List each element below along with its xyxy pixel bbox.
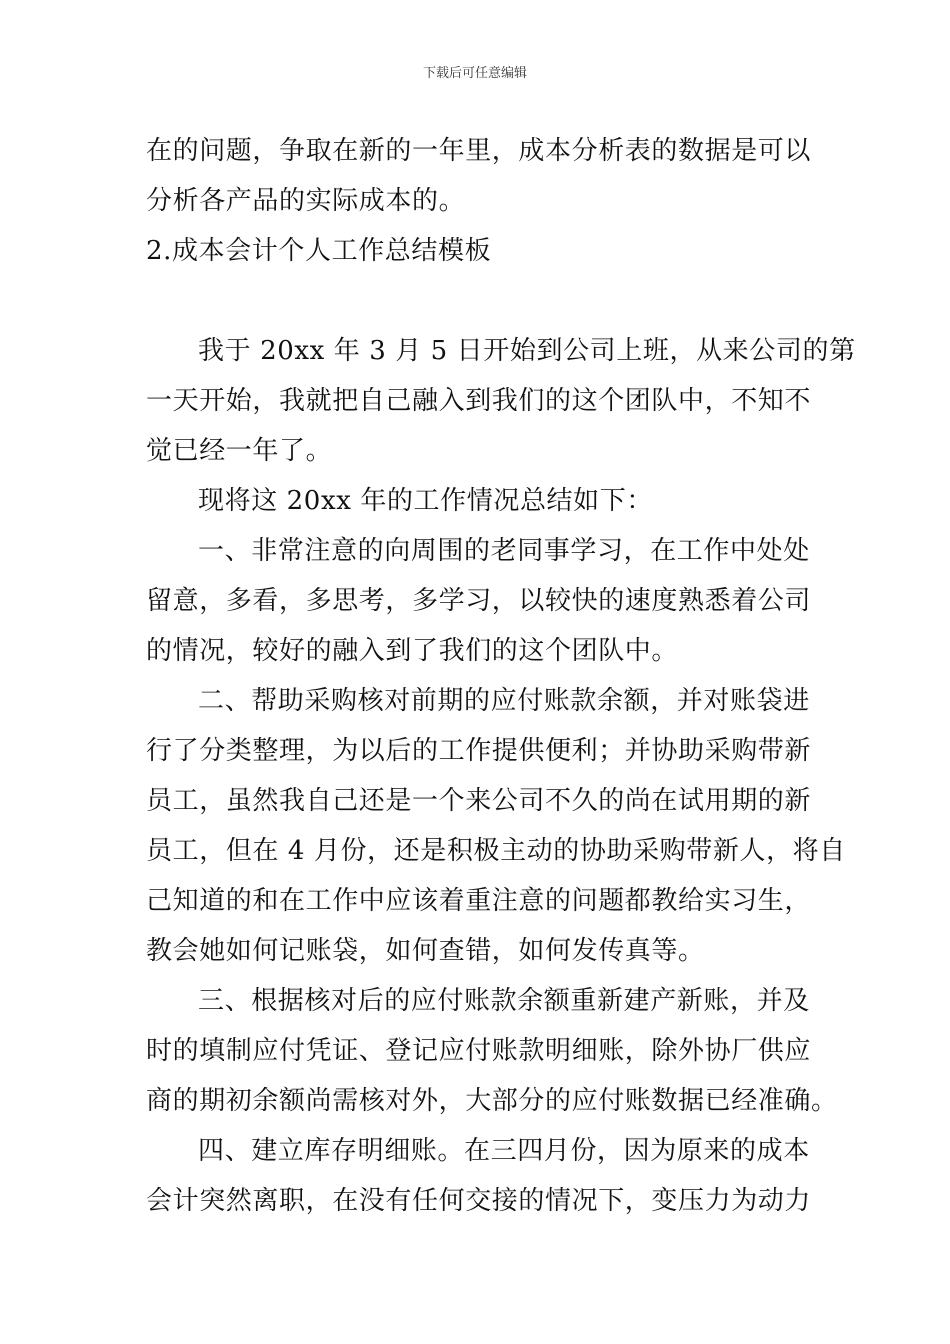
text-line: 的情况，较好的融入到了我们的这个团队中。 xyxy=(146,636,679,666)
text-line: 现将这 20xx 年的工作情况总结如下： xyxy=(198,486,653,516)
text-line: 员工，但在 4 月份，还是积极主动的协助采购带新人，将自 xyxy=(146,836,846,866)
text-line: 行了分类整理，为以后的工作提供便利；并协助采购带新 xyxy=(146,736,812,766)
section-heading: 2.成本会计个人工作总结模板 xyxy=(146,236,492,266)
text-line: 二、帮助采购核对前期的应付账款余额，并对账袋进 xyxy=(198,686,810,716)
text-line: 商的期初余额尚需核对外，大部分的应付账数据已经准确。 xyxy=(146,1086,838,1116)
text-line: 会计突然离职，在没有任何交接的情况下，变压力为动力 xyxy=(146,1186,812,1216)
text-line: 员工，虽然我自己还是一个来公司不久的尚在试用期的新 xyxy=(146,786,812,816)
text-line: 在的问题，争取在新的一年里，成本分析表的数据是可以 xyxy=(146,136,812,166)
page-header-note: 下载后可任意编辑 xyxy=(422,66,527,81)
text-line: 留意，多看，多思考，多学习，以较快的速度熟悉着公司 xyxy=(146,586,812,616)
text-line: 觉已经一年了。 xyxy=(146,436,333,466)
blank-line xyxy=(146,276,808,326)
text-line: 我于 20xx 年 3 月 5 日开始到公司上班，从来公司的第 xyxy=(198,336,856,366)
text-line: 四、建立库存明细账。在三四月份，因为原来的成本 xyxy=(198,1136,810,1166)
text-line: 分析各产品的实际成本的。 xyxy=(146,186,466,216)
text-line: 教会她如何记账袋，如何查错，如何发传真等。 xyxy=(146,936,705,966)
text-line: 一、非常注意的向周围的老同事学习，在工作中处处 xyxy=(198,536,810,566)
document-body xyxy=(146,126,856,1226)
text-line: 三、根据核对后的应付账款余额重新建产新账，并及 xyxy=(198,986,810,1016)
text-line: 时的填制应付凭证、登记应付账款明细账，除外协厂供应 xyxy=(146,1036,812,1066)
text-line: 一天开始，我就把自己融入到我们的这个团队中，不知不 xyxy=(146,386,812,416)
text-line: 己知道的和在工作中应该着重注意的问题都教给实习生， xyxy=(146,886,812,916)
